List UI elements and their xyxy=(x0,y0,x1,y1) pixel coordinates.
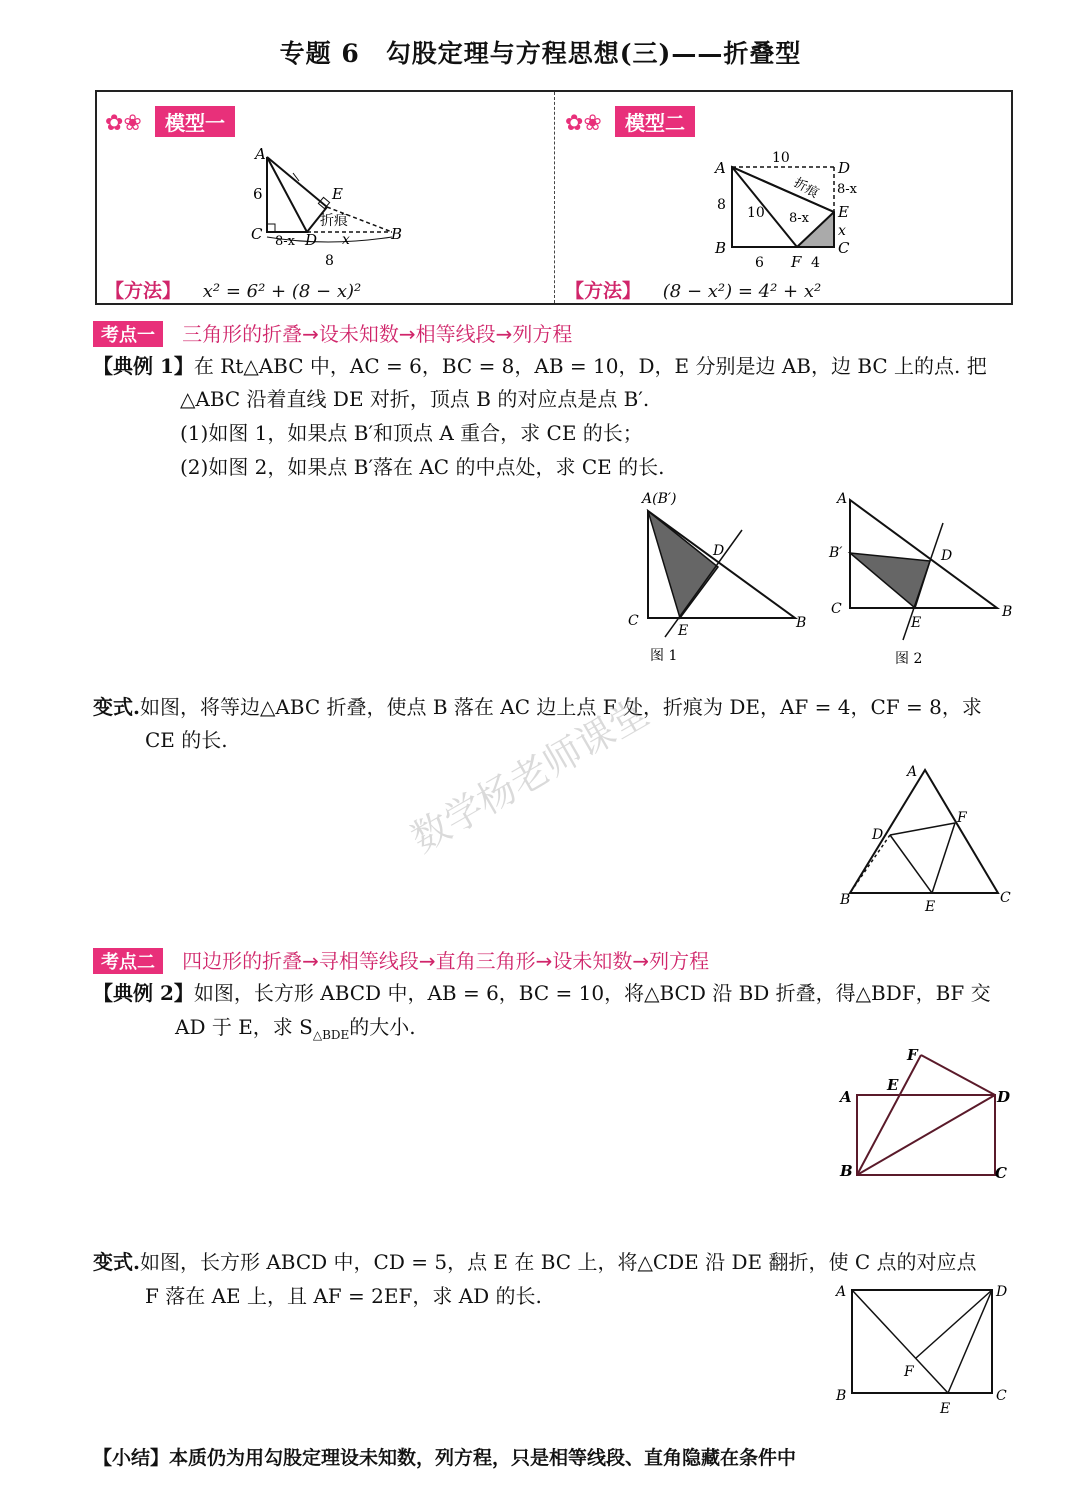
fig2-label-Bp: B′ xyxy=(829,545,843,561)
vfig1-label-F: F xyxy=(957,810,967,826)
variant1-label: 变式. xyxy=(93,695,140,719)
model2-label-x: x xyxy=(838,223,846,239)
vfig3-label-A: A xyxy=(836,1284,847,1300)
example1-q1: (1)如图 1，如果点 B′和顶点 A 重合，求 CE 的长； xyxy=(180,421,643,445)
example2-text2a: AD 于 E，求 S xyxy=(175,1015,313,1039)
example1-figure1 xyxy=(620,485,820,670)
page-title: 专题 6 勾股定理与方程思想(三)——折叠型 xyxy=(279,39,802,68)
point1-tag: 考点一 xyxy=(93,321,163,347)
model1-label-C: C xyxy=(251,225,263,243)
model2-label-crease: 折痕 xyxy=(791,175,822,202)
point2-tag: 考点二 xyxy=(93,948,163,974)
model2-label-E: E xyxy=(838,203,849,221)
model1-label-8: 8 xyxy=(325,253,334,269)
vfig1-label-C: C xyxy=(1000,890,1011,906)
example1-line1 xyxy=(93,349,1018,383)
example2-figure xyxy=(835,1040,1025,1190)
fig2-label-B: B xyxy=(1002,604,1013,620)
model1-figure xyxy=(247,147,507,272)
point2-flow: 四边形的折叠→寻相等线段→直角三角形→设未知数→列方程 xyxy=(182,949,710,973)
vfig2-label-D: D xyxy=(997,1088,1011,1106)
model2-method xyxy=(565,276,821,303)
model2-header xyxy=(565,106,695,137)
fig1-caption: 图 1 xyxy=(650,648,678,664)
variant2-line1 xyxy=(93,1245,1018,1279)
example1-q2: (2)如图 2，如果点 B′落在 AC 的中点处，求 CE 的长. xyxy=(180,455,665,479)
vfig3-label-E: E xyxy=(940,1401,951,1417)
model2-label-B: B xyxy=(715,239,727,257)
example2-line2 xyxy=(175,1010,416,1052)
model2-method-label: 【方法】 xyxy=(565,280,642,302)
model1-method-label: 【方法】 xyxy=(105,280,182,302)
model2-label-8-x-side: 8-x xyxy=(837,182,857,197)
vfig2-label-F: F xyxy=(907,1046,918,1064)
watermark: 数学杨老师课堂 xyxy=(403,689,656,862)
variant2-label: 变式. xyxy=(93,1250,140,1274)
model2-label-D: D xyxy=(838,159,851,177)
model2-label-A: A xyxy=(715,159,726,177)
model1-label-D: D xyxy=(305,231,318,249)
vfig2-label-E: E xyxy=(887,1076,899,1094)
flower-icon: ✿❀ xyxy=(105,111,142,136)
variant1-text1: 如图，将等边△ABC 折叠，使点 B 落在 AC 边上点 F 处，折痕为 DE，AF = 4，CF = 8，求 xyxy=(139,695,982,719)
model1-method xyxy=(105,276,361,303)
model2-label-8-x-diag: 8-x xyxy=(789,211,809,226)
model1-header xyxy=(105,106,235,137)
model1-tag: 模型一 xyxy=(155,106,235,137)
vfig1-label-E: E xyxy=(925,899,936,915)
example2-line1 xyxy=(93,976,1018,1010)
model2-method-formula: (8 − x²) = 4² + x² xyxy=(662,281,822,302)
model2-label-10-top: 10 xyxy=(772,150,790,166)
vfig3-label-D: D xyxy=(996,1284,1008,1300)
fig2-label-A: A xyxy=(837,491,848,507)
fig1-label-B: B xyxy=(796,615,807,631)
model1-label-6: 6 xyxy=(253,185,263,203)
variant1-line1 xyxy=(93,690,1018,724)
vfig1-label-B: B xyxy=(840,892,851,908)
example1-figure2 xyxy=(825,485,1025,675)
variant1-figure xyxy=(835,760,1025,915)
model2-label-10-diag: 10 xyxy=(747,205,765,221)
fig2-caption: 图 2 xyxy=(895,651,923,667)
model1-label-B: B xyxy=(391,225,403,243)
example1-line2: △ABC 沿着直线 DE 对折，顶点 B 的对应点是点 B′. xyxy=(180,387,650,411)
model1-label-x: x xyxy=(342,232,350,248)
model1-label-A: A xyxy=(255,147,266,163)
variant1-line2: CE 的长. xyxy=(145,728,228,752)
variant2-line2: F 落在 AE 上，且 AF = 2EF，求 AD 的长. xyxy=(145,1284,542,1308)
fig1-label-A: A(B′) xyxy=(642,491,677,507)
models-box xyxy=(95,90,1013,305)
model1-label-8-x: 8-x xyxy=(275,234,295,249)
vfig3-label-B: B xyxy=(836,1388,847,1404)
model2-label-6: 6 xyxy=(755,255,764,271)
model1-method-formula: x² = 6² + (8 − x)² xyxy=(202,281,362,302)
vfig2-label-C: C xyxy=(995,1164,1007,1182)
model1-label-E: E xyxy=(332,185,343,203)
fig1-label-E: E xyxy=(678,623,689,639)
model2-label-8: 8 xyxy=(717,197,726,213)
example2-text2b: 的大小. xyxy=(349,1015,416,1039)
model2-label-F: F xyxy=(791,253,802,271)
example2-text2-sub: △BDE xyxy=(312,1028,350,1042)
fig2-label-C: C xyxy=(831,601,842,617)
fig1-label-D: D xyxy=(713,543,725,559)
summary-text: 【小结】本质仍为用勾股定理设未知数，列方程，只是相等线段、直角隐藏在条件中 xyxy=(93,1447,797,1469)
summary xyxy=(93,1443,796,1470)
fig1-label-C: C xyxy=(628,613,639,629)
example2-text1: 如图，长方形 ABCD 中，AB = 6，BC = 10，将△BCD 沿 BD 折叠，得△BDF，BF 交 xyxy=(193,981,991,1005)
point2-header xyxy=(93,945,709,974)
variant2-figure xyxy=(830,1278,1025,1418)
model1-label-crease: 折痕 xyxy=(320,213,348,229)
vfig1-label-D: D xyxy=(872,827,884,843)
model2-figure xyxy=(707,147,867,272)
vfig1-label-A: A xyxy=(907,764,918,780)
model2-label-4: 4 xyxy=(811,255,820,271)
model2-label-C: C xyxy=(838,239,850,257)
vfig2-label-A: A xyxy=(840,1088,852,1106)
fig2-label-D: D xyxy=(941,548,953,564)
vfig3-label-C: C xyxy=(996,1388,1007,1404)
vfig2-label-B: B xyxy=(840,1162,853,1180)
example1-label: 【典例 1】 xyxy=(93,354,194,378)
point1-flow: 三角形的折叠→设未知数→相等线段→列方程 xyxy=(182,322,573,346)
example1-text1: 在 Rt△ABC 中，AC = 6，BC = 8，AB = 10，D，E 分别是边 AB，边 BC 上的点. 把 xyxy=(193,354,987,378)
example2-label: 【典例 2】 xyxy=(93,981,194,1005)
vfig3-label-F: F xyxy=(904,1364,914,1380)
model2-tag: 模型二 xyxy=(615,106,695,137)
variant2-text1: 如图，长方形 ABCD 中，CD = 5，点 E 在 BC 上，将△CDE 沿 DE 翻折，使 C 点的对应点 xyxy=(139,1250,977,1274)
models-divider xyxy=(554,92,555,303)
flower-icon: ✿❀ xyxy=(565,111,602,136)
point1-header xyxy=(93,318,572,347)
fig2-label-E: E xyxy=(911,615,922,631)
